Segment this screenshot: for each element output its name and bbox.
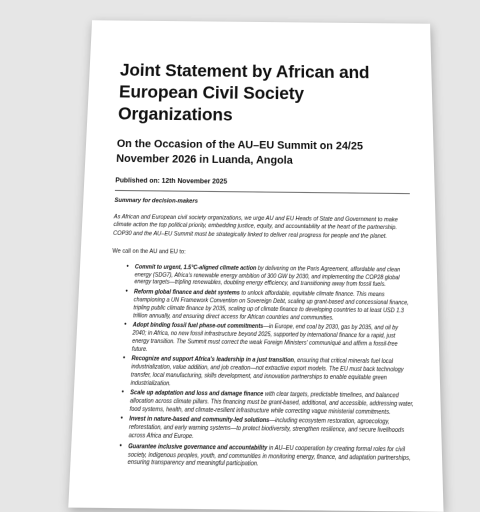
bullet-icon: •: [126, 263, 129, 271]
intro-paragraph: As African and European civil society organizations, we urge AU and EU Heads of State and Government to make climate action the top political priority, embedding justice, equity, and accountability at the heart of the partnership. COP30 and the AU–EU Summit must be strategically linked to deliver real progress for people and the planet.: [112, 213, 398, 240]
list-item: [120, 416, 415, 444]
document-page: [68, 20, 443, 512]
item-heading: Reform global finance and debt systems: [133, 288, 240, 297]
item-heading: Guarantee inclusive governance and accountability: [128, 442, 268, 452]
list-item: [126, 263, 412, 290]
list-item: [122, 355, 414, 392]
bullet-icon: •: [119, 442, 122, 451]
published-date: Published on: 12th November 2025: [115, 176, 228, 186]
divider: [115, 190, 410, 194]
list-item: [121, 389, 414, 418]
document-title: Joint Statement by African and European Civil Society Organizations: [117, 60, 370, 125]
bullet-icon: •: [122, 355, 126, 363]
list-item: [124, 321, 414, 357]
item-text: —in Europe, end coal by 2030, gas by 2035, and oil by 2040; in Africa, no new fossil infrastructure beyond 2025, supported by international finance for a rapid, just energy transition. The Summit must correct the weak Foreign Ministers' communiqué and affirm a fossil-free future.: [131, 323, 399, 353]
bullet-icon: •: [120, 416, 123, 424]
item-text: , ensuring that critical minerals fuel local industrialization, value addition, and job creation—not extractive export models. The EU must back technology transfer, local manufacturing, skills development, and innovation partnerships to enable equitable green industrialization.: [130, 357, 404, 388]
item-heading: Scale up adaptation and loss and damage finance: [130, 389, 264, 399]
item-heading: Recognize and support Africa's leadership in a just transition: [131, 355, 294, 365]
item-text: —including ecosystem restoration, agroecology, reforestation, and early warning systems—to protect biodiversity, strengthen resilience, and secure livelihoods across Africa and Europe.: [128, 417, 405, 441]
demands-list: [103, 263, 416, 471]
document-subtitle: On the Occasion of the AU–EU Summit on 24/25 November 2026 in Luanda, Angola: [115, 137, 364, 167]
call-on-line: We call on the AU and EU to:: [112, 248, 186, 256]
item-heading: Adopt binding fossil fuel phase-out commitments: [132, 321, 264, 331]
list-item: [119, 442, 416, 471]
item-text: to unlock affordable, equitable climate finance. This means championing a UN Framework Convention on Sovereign Debt, scaling up grant-based and concessional finance, tripling public climate finance by 2035, scaling up of climate finance to developing countries to at least USD 1.3 trillion annually, and ensuring direct access for African countries and communities.: [132, 289, 409, 322]
item-text: by delivering on the Paris Agreement, affordable and clean energy (SDG7), Africa's renewable energy ambition of 300 GW by 2030, and implementing the COP28 global energy targets—tripling renewables, doubling energy efficiency, and transitioning away from fossil fuels.: [134, 264, 401, 289]
summary-heading: Summary for decision-makers: [114, 197, 198, 205]
list-item: [125, 288, 413, 324]
bullet-icon: •: [125, 288, 128, 296]
item-heading: Commit to urgent, 1.5°C-aligned climate action: [134, 263, 257, 272]
item-text: in AU–EU cooperation by creating formal roles for civil society, indigenous peoples, youth, and communities in monitoring energy, finance, and adaptation partnerships, ensuring transparency and meaningful participation.: [127, 444, 411, 469]
bullet-icon: •: [124, 321, 127, 329]
item-text: with clear targets, predictable timelines, and balanced allocation across climate pillars. This financing must be grant-based, additional, and accessible, addressing water, food systems, health, and climate-resilient infrastructure while correcting vague ministerial commitments.: [129, 391, 414, 417]
bullet-icon: •: [121, 389, 124, 397]
item-heading: Invest in nature-based and community-led solutions: [129, 416, 270, 425]
